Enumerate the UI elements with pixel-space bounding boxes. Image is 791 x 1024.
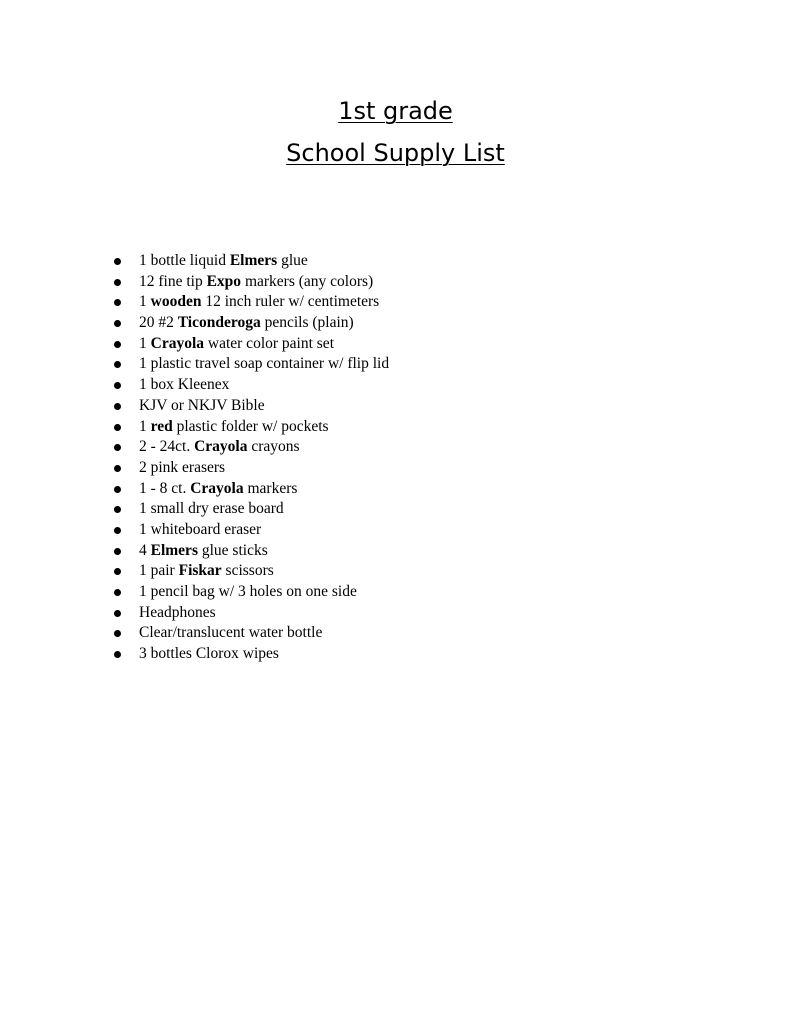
- list-item: [111, 292, 389, 313]
- item-brand: wooden: [150, 293, 202, 311]
- bullet-icon: [114, 506, 121, 513]
- list-item: [111, 582, 389, 603]
- item-text-rest: markers (any colors): [241, 272, 374, 290]
- item-text-rest: markers: [243, 479, 298, 497]
- bullet-icon: [114, 361, 121, 368]
- item-text: 1: [139, 334, 151, 352]
- item-text: Headphones: [139, 603, 216, 621]
- bullet-icon: [114, 320, 121, 327]
- bullet-icon: [114, 279, 121, 286]
- list-item: [111, 354, 389, 375]
- list-item: [111, 479, 389, 500]
- item-text: 3 bottles Clorox wipes: [139, 645, 279, 663]
- list-item: [111, 334, 389, 355]
- title-grade: 1st grade: [338, 97, 453, 125]
- item-text: 1 whiteboard eraser: [139, 520, 262, 538]
- item-brand: Elmers: [150, 541, 198, 559]
- item-text-rest: 12 inch ruler w/ centimeters: [201, 293, 380, 311]
- list-item: [111, 251, 389, 272]
- bullet-icon: [114, 382, 121, 389]
- item-text: 20 #2: [139, 314, 178, 332]
- item-text: 12 fine tip: [139, 272, 207, 290]
- item-text: 1 box Kleenex: [139, 376, 230, 394]
- item-brand: Fiskar: [178, 562, 222, 580]
- title-supply-list: School Supply List: [286, 139, 505, 167]
- item-text: 1: [139, 417, 151, 435]
- bullet-icon: [114, 424, 121, 431]
- list-item: [111, 644, 389, 665]
- bullet-icon: [114, 486, 121, 493]
- item-text: 1: [139, 293, 151, 311]
- bullet-icon: [114, 465, 121, 472]
- item-text: 1 pair: [139, 562, 179, 580]
- item-text: KJV or NKJV Bible: [139, 396, 265, 414]
- bullet-icon: [114, 568, 121, 575]
- item-brand: Ticonderoga: [177, 314, 261, 332]
- supply-list: [111, 251, 389, 665]
- bullet-icon: [114, 403, 121, 410]
- item-text: 1 plastic travel soap container w/ flip lid: [139, 355, 390, 373]
- list-item: [111, 499, 389, 520]
- list-item: [111, 561, 389, 582]
- bullet-icon: [114, 258, 121, 265]
- bullet-icon: [114, 444, 121, 451]
- list-item: [111, 396, 389, 417]
- list-item: [111, 603, 389, 624]
- item-brand: Crayola: [194, 438, 248, 456]
- bullet-icon: [114, 610, 121, 617]
- item-text: Clear/translucent water bottle: [139, 624, 323, 642]
- item-text: 1 pencil bag w/ 3 holes on one side: [139, 583, 357, 600]
- bullet-icon: [114, 630, 121, 637]
- item-text: 2 - 24ct.: [139, 438, 195, 456]
- item-brand: Crayola: [150, 334, 205, 352]
- item-text-rest: water color paint set: [204, 334, 334, 352]
- item-text-rest: scissors: [221, 562, 274, 580]
- item-brand: Elmers: [229, 252, 278, 269]
- item-text: 2 pink erasers: [139, 458, 226, 476]
- bullet-icon: [114, 548, 121, 555]
- bullet-icon: [114, 651, 121, 658]
- item-text-rest: glue: [277, 252, 308, 269]
- item-brand: red: [150, 417, 173, 435]
- list-item: [111, 272, 389, 293]
- item-brand: Crayola: [190, 479, 244, 497]
- item-text: 1 bottle liquid: [139, 252, 230, 269]
- bullet-icon: [114, 527, 121, 534]
- item-brand: Expo: [206, 272, 242, 290]
- item-text-rest: plastic folder w/ pockets: [172, 417, 329, 435]
- title-block: [0, 96, 791, 168]
- bullet-icon: [114, 341, 121, 348]
- item-text-rest: glue sticks: [197, 541, 268, 559]
- list-item: [111, 417, 389, 438]
- item-text: 4: [139, 541, 151, 559]
- list-item: [111, 375, 389, 396]
- item-text: 1 small dry erase board: [139, 500, 284, 518]
- list-item: [111, 313, 389, 334]
- list-item: [111, 437, 389, 458]
- list-item: [111, 458, 389, 479]
- item-text-rest: pencils (plain): [260, 314, 354, 332]
- list-item: [111, 541, 389, 562]
- bullet-icon: [114, 589, 121, 596]
- list-item: [111, 623, 389, 644]
- item-text: 1 - 8 ct.: [139, 479, 191, 497]
- item-text-rest: crayons: [247, 438, 300, 456]
- bullet-icon: [114, 299, 121, 306]
- list-item: [111, 520, 389, 541]
